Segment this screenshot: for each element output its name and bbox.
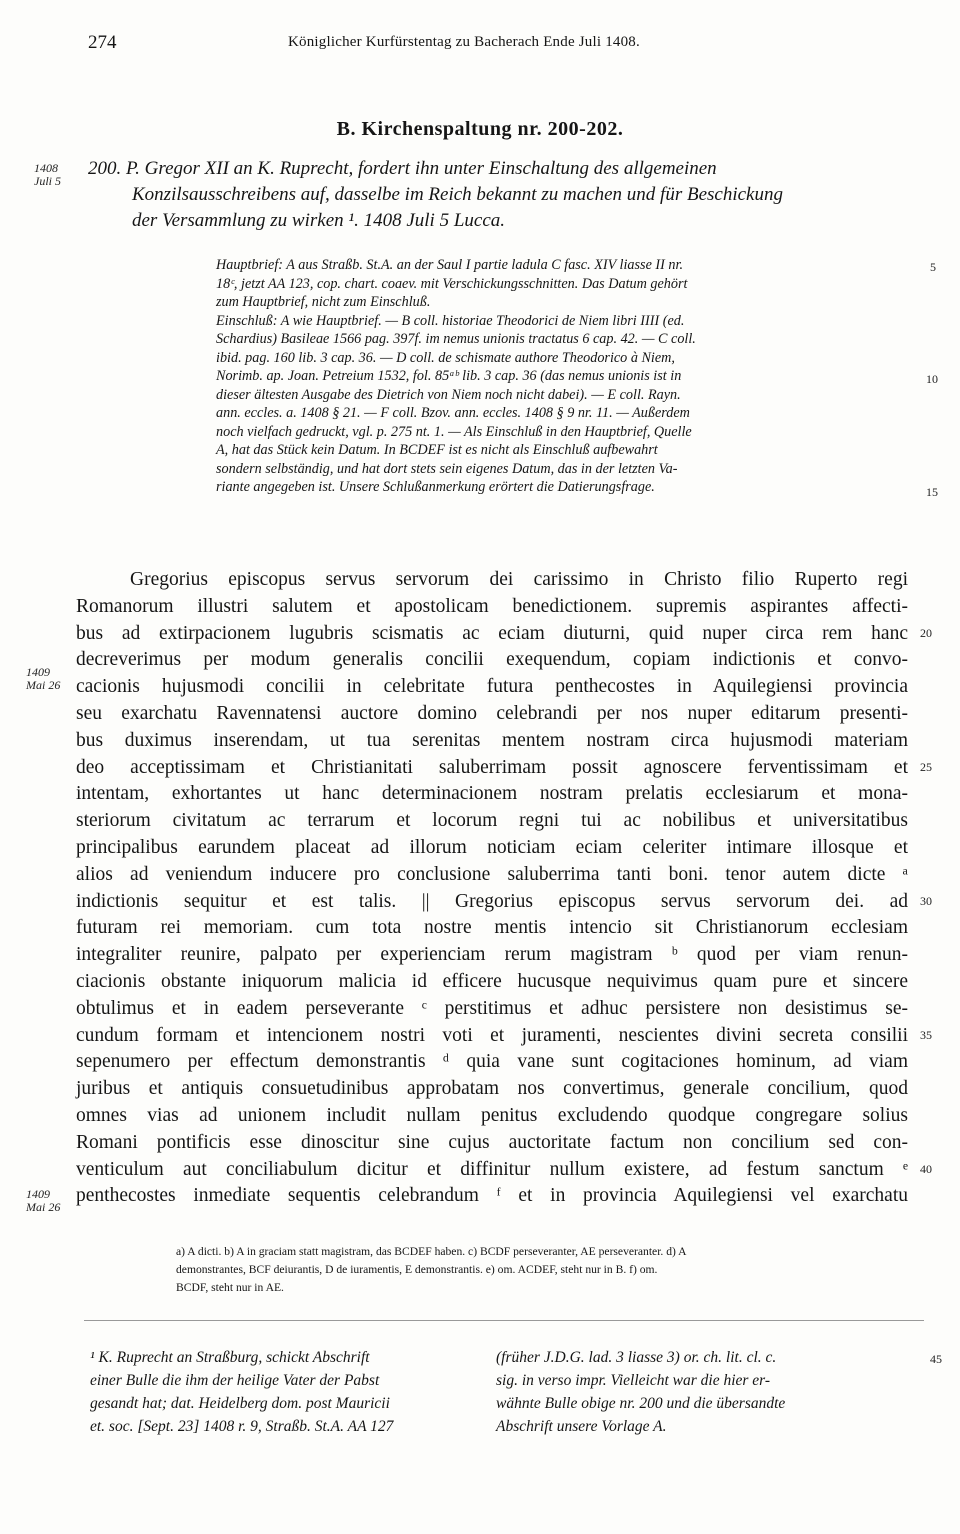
entry-heading-line: 200. P. Gregor XII an K. Ruprecht, fordert ihn unter Einschaltung des allgemeinen [88, 158, 717, 179]
text-line: penthecostes inmediate sequentis celebrandum ᶠ et in provincia Aquilegiensi vel exarchatu [76, 1185, 908, 1207]
text-line: indictionis sequitur et est talis. || Gregorius episcopus servus servorum dei. ad [76, 890, 908, 912]
text-line: juribus et antiquis consuetudinibus approbatam nos convertimus, generale concilium, quod [76, 1078, 908, 1100]
entry-heading-line: der Versammlung zu wirken ¹. 1408 Juli 5 Lucca. [132, 210, 505, 231]
apparatus-line: sondern selbständig, und hat dort stets sein eigenes Datum, das in der letzten Va- [216, 460, 678, 477]
line-number: 35 [920, 1028, 932, 1042]
line-number: 25 [920, 760, 932, 774]
variant-note-line: demonstrantes, BCF deiurantis, D de iuramentis, E demonstrantis. e) om. ACDEF, steht nur in B. f) om. [176, 1263, 658, 1276]
body-margin-year: 1409 [26, 1187, 50, 1201]
text-line: ciacionis obstante iniquorum malicia id efficere hucusque nequivimus quam pure et sincere [76, 970, 908, 992]
text-line: principalibus earundem placeat ad illorum noticiam eciam celeriter intimare illosque et [76, 836, 908, 858]
entry-heading [88, 156, 918, 234]
variant-note-line: a) A dicti. b) A in graciam statt magistram, das BCDEF haben. c) BCDF perseveranter, AE perseveranter. d) A [176, 1245, 687, 1258]
footnote-line: ¹ K. Ruprecht an Straßburg, schickt Abschrift [90, 1349, 370, 1366]
apparatus-line: Hauptbrief: A aus Straßb. St.A. an der Saul I partie ladula C fasc. XIV liasse II nr. [216, 257, 683, 273]
page-number: 274 [88, 32, 117, 53]
apparatus-line: noch vielfach gedruckt, vgl. p. 275 nt. 1. — Als Einschluß in den Hauptbrief, Quelle [216, 423, 692, 440]
apparatus-line: ibid. pag. 160 lib. 3 cap. 36. — D coll. de schismate authore Theodorico à Niem, [216, 349, 675, 366]
section-title: B. Kirchenspaltung nr. 200-202. [336, 118, 624, 140]
text-line: bus ad extirpacionem lugubris scismatis ac eciam diuturni, quid nuper circa rem hanc [76, 622, 908, 644]
line-number: 5 [930, 260, 936, 274]
variant-note-line: BCDF, steht nur in AE. [176, 1281, 284, 1294]
text-line: Gregorius episcopus servus servorum dei carissimo in Christo filio Ruperto regi [130, 569, 908, 590]
footnote-right-column [496, 1346, 916, 1438]
apparatus-line: Schardius) Basileae 1566 pag. 397f. im nemus unionis tractatus 6 cap. 42. — C coll. [216, 331, 696, 347]
body-margin-day: Mai 26 [26, 678, 61, 692]
footnote-left-column [90, 1346, 480, 1438]
entry-margin-day: Juli 5 [34, 174, 61, 188]
text-line: obtulimus et in eadem perseverante ᶜ perstitimus et adhuc persistere non desistimus se- [76, 997, 908, 1019]
text-line: alios ad veniendum inducere pro conclusione saluberrima tanti boni. tenor autem dicte ᵃ [76, 863, 908, 885]
apparatus-line: riante angegeben ist. Unsere Schlußanmerkung erörtert die Datierungsfrage. [216, 479, 655, 495]
footnote-line: Abschrift unsere Vorlage A. [496, 1418, 667, 1435]
footnote-line: sig. in verso impr. Vielleicht war die hier er- [496, 1372, 771, 1389]
text-line: sepenumero per effectum demonstrantis ᵈ quia vane sunt cogitaciones hominum, ad viam [76, 1051, 908, 1073]
entry-margin-year: 1408 [34, 161, 58, 175]
entry-heading-line: Konzilsausschreibens auf, dasselbe im Reich bekannt zu machen und für Beschickung [132, 184, 783, 205]
footnote-line: einer Bulle die ihm der heilige Vater der Pabst [90, 1372, 380, 1389]
apparatus-line: A, hat das Stück kein Datum. In BCDEF ist es nicht als Einschluß aufbewahrt [216, 442, 658, 458]
line-number: 40 [920, 1162, 932, 1176]
text-line: deo acceptissimam et Christianitati saluberrimam possit agnoscere ferventissimam et [76, 756, 908, 778]
text-line: bus duximus inserendam, ut tua serenitas mentem nostram circa hujusmodi materiam [76, 729, 908, 751]
text-line: venticulum aut conciliabulum dicitur et diffinitur nullum existere, ad festum sanctum ᵉ [76, 1158, 908, 1180]
apparatus-line: Norimb. ap. Joan. Petreium 1532, fol. 85ᵃᵇ lib. 3 cap. 36 (das nemus unionis ist in [216, 368, 682, 384]
line-number: 15 [926, 485, 938, 499]
footnote-line: (früher J.D.G. lad. 3 liasse 3) or. ch. lit. cl. c. [496, 1349, 777, 1366]
body-margin-day: Mai 26 [26, 1200, 61, 1214]
main-text [76, 567, 908, 1210]
text-line: cacionis hujusmodi concilii in celebritate futura penthecostes in Aquilegiensi provincia [76, 676, 908, 698]
footnote-line: et. soc. [Sept. 23] 1408 r. 9, Straßb. St.A. AA 127 [90, 1418, 394, 1435]
line-number: 20 [920, 626, 932, 640]
line-number: 10 [926, 372, 938, 386]
body-margin-year: 1409 [26, 665, 50, 679]
line-number: 45 [930, 1352, 942, 1366]
running-head [88, 32, 888, 60]
apparatus-line: 18ᶜ, jetzt AA 123, cop. chart. coaev. mit Verschickungsschnitten. Das Datum gehört [216, 275, 688, 292]
apparatus-line: Einschluß: A wie Hauptbrief. — B coll. historiae Theodorici de Niem libri IIII (ed. [216, 312, 685, 329]
body-margin-date [26, 666, 60, 692]
entry-margin-date [34, 162, 61, 188]
text-line: decreverimus per modum generalis concilii exequendum, copiam indictionis et convo- [76, 649, 908, 671]
line-number: 30 [920, 894, 932, 908]
body-margin-date [26, 1188, 60, 1214]
apparatus-line: ann. eccles. a. 1408 § 21. — F coll. Bzov. ann. eccles. 1408 § 9 nr. 11. — Außerdem [216, 405, 690, 421]
text-line: futuram rei memoriam. cum tota nostre mentis intencio sit Christianorum ecclesiam [76, 917, 908, 939]
text-line: intentam, exhortantes ut hanc determinacionem nostram prelatis ecclesiarum et mona- [76, 783, 908, 805]
text-line: seu exarchatu Ravennatensi auctore domino celebrandi per nos nuper editarum presenti- [76, 702, 908, 724]
text-line: omnes vias ad unionem includit nullam penitus excludendo quodque congregare solius [76, 1104, 908, 1126]
footnote-line: gesandt hat; dat. Heidelberg dom. post Mauricii [90, 1395, 390, 1412]
source-apparatus [216, 256, 914, 497]
text-line: steriorum civitatum ac terrarum et locorum regni tui ac nobilibus et universitatibus [76, 810, 908, 832]
text-line: Romanorum illustri salutem et apostolicam benedictionem. supremis aspirantes affecti- [76, 595, 908, 617]
apparatus-line: zum Hauptbrief, nicht zum Einschluß. [216, 294, 431, 310]
apparatus-line: dieser ältesten Ausgabe des Dietrich von Niem noch nicht dabei). — E coll. Rayn. [216, 386, 681, 403]
running-title: Königlicher Kurfürstentag zu Bacherach Ende Juli 1408. [288, 34, 640, 50]
text-line: integraliter reunire, palpato per experienciam rerum magistram ᵇ quod per viam renun- [76, 944, 908, 966]
variant-notes [176, 1243, 914, 1297]
footnote-rule [84, 1320, 924, 1321]
text-line: Romani pontificis esse dinoscitur sine cujus auctoritate factum non concilium sed con- [76, 1131, 908, 1153]
footnote-line: wähnte Bulle obige nr. 200 und die übersandte [496, 1395, 786, 1412]
text-line: cundum formam et intencionem nostri voti et juramenti, nescientes divini secreta consilii [76, 1024, 908, 1046]
